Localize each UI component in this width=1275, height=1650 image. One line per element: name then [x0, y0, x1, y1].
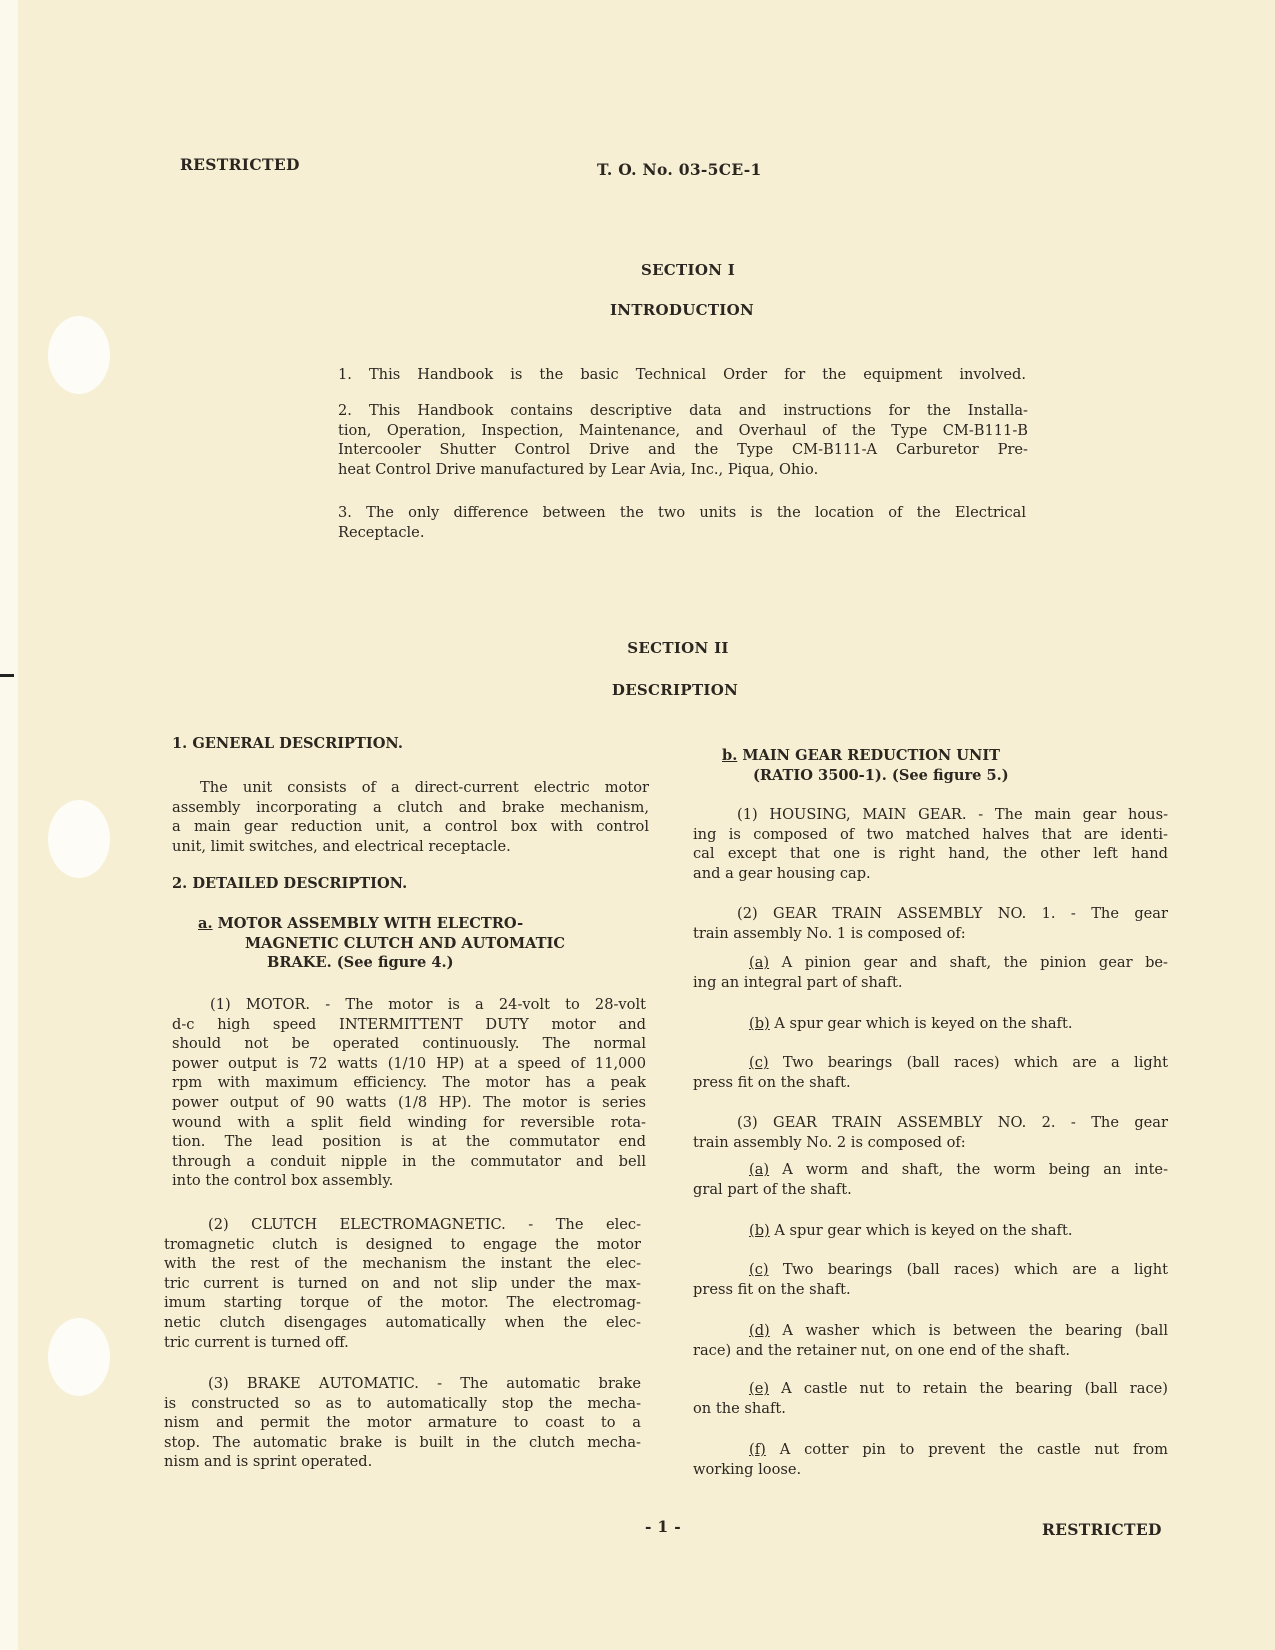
- brake-paragraph: [164, 1374, 641, 1472]
- text-line: [172, 734, 572, 754]
- motor-paragraph: [172, 995, 646, 1191]
- text-line: [693, 1014, 1168, 1034]
- margin-mark: [0, 674, 14, 677]
- line-text: cal except that one is right hand, the other left hand: [693, 845, 1168, 863]
- line-text: Two bearings (ball races) which are a light: [768, 1054, 1168, 1071]
- line-text: A cotter pin to prevent the castle nut from: [765, 1441, 1168, 1458]
- line-text: The unit consists of a direct-current electric motor: [200, 779, 649, 796]
- text-line: [693, 1221, 1168, 1241]
- line-text: 3. The only difference between the two units is the location of the Electrical: [338, 504, 1026, 521]
- page-edge: [0, 0, 18, 1650]
- text-line: [693, 1321, 1168, 1341]
- text-line: [172, 1073, 646, 1093]
- gear-train-2-item-c: [693, 1261, 1168, 1300]
- line-text: (2) CLUTCH ELECTROMAGNETIC. - The elec-: [208, 1216, 641, 1233]
- gear-train-2-paragraph: [693, 1114, 1168, 1153]
- gear-train-1-paragraph: [693, 904, 1168, 943]
- item-marker: (d): [749, 1322, 770, 1339]
- text-line: [172, 798, 649, 818]
- line-text: on the shaft.: [693, 1399, 786, 1417]
- section-2-title: SECTION II: [627, 639, 729, 657]
- text-line: [693, 1400, 1168, 1420]
- text-line: [693, 825, 1168, 845]
- line-text: A spur gear which is keyed on the shaft.: [769, 1222, 1073, 1239]
- text-line: [693, 953, 1168, 973]
- line-text: MOTOR ASSEMBLY WITH ELECTRO-: [212, 915, 524, 932]
- line-text: MAIN GEAR REDUCTION UNIT: [737, 747, 1001, 764]
- text-line: [693, 924, 1168, 944]
- gear-train-2-item-b: [693, 1221, 1168, 1241]
- line-text: tric current is turned off.: [164, 1333, 349, 1351]
- text-line: [172, 1171, 646, 1191]
- line-text: unit, limit switches, and electrical receptacle.: [172, 837, 511, 855]
- housing-paragraph: [693, 805, 1168, 883]
- gear-train-1-item-b: [693, 1014, 1168, 1034]
- punch-hole: [48, 800, 110, 878]
- line-text: tion. The lead position is at the commutator end: [172, 1133, 646, 1151]
- item-marker: (b): [749, 1222, 770, 1239]
- line-text: tion, Operation, Inspection, Maintenance, and Overhaul of the Type CM-B111-B: [338, 421, 1028, 439]
- text-line: [172, 817, 649, 837]
- line-text: A washer which is between the bearing (ball: [769, 1322, 1168, 1339]
- text-line: [693, 1114, 1168, 1134]
- line-text: 1. This Handbook is the basic Technical Order for the equipment involved.: [338, 366, 1026, 383]
- line-text: rpm with maximum efficiency. The motor has a peak: [172, 1074, 646, 1092]
- line-text: (1) MOTOR. - The motor is a 24-volt to 28-volt: [210, 996, 646, 1013]
- footer-classification: RESTRICTED: [1042, 1520, 1162, 1539]
- item-marker: (f): [749, 1441, 766, 1458]
- gear-train-2-item-a: [693, 1160, 1168, 1199]
- line-text: ing is composed of two matched halves that are identi-: [693, 825, 1168, 843]
- text-line: [164, 1313, 641, 1333]
- text-line: [693, 1281, 1168, 1301]
- line-text: a main gear reduction unit, a control box with control: [172, 818, 649, 836]
- line-text: power output is 72 watts (1/10 HP) at a speed of 11,000: [172, 1054, 646, 1072]
- line-text: (RATIO 3500-1). (See figure 5.): [753, 766, 1009, 784]
- header-classification: RESTRICTED: [180, 155, 300, 174]
- text-line: [693, 1441, 1168, 1461]
- text-line: [172, 1113, 646, 1133]
- line-text: train assembly No. 2 is composed of:: [693, 1133, 966, 1151]
- gear-train-1-item-c: [693, 1054, 1168, 1093]
- text-line: [172, 995, 646, 1015]
- text-line: [693, 1380, 1168, 1400]
- line-text: working loose.: [693, 1460, 802, 1478]
- text-line: [338, 460, 1028, 480]
- page-number: - 1 -: [645, 1517, 681, 1536]
- line-text: BRAKE. (See figure 4.): [267, 954, 454, 972]
- text-line: [693, 973, 1168, 993]
- text-line: [172, 778, 649, 798]
- text-line: [693, 1074, 1168, 1094]
- text-line: [722, 766, 1142, 786]
- text-line: [338, 524, 1026, 544]
- text-line: [693, 1261, 1168, 1281]
- text-line: [172, 1015, 646, 1035]
- gear-train-2-item-f: [693, 1441, 1168, 1480]
- text-line: [172, 1132, 646, 1152]
- text-line: [693, 1461, 1168, 1481]
- text-line: [164, 1394, 641, 1414]
- text-line: [198, 934, 618, 954]
- line-text: and a gear housing cap.: [693, 864, 871, 882]
- text-line: [164, 1293, 641, 1313]
- line-text: nism and is sprint operated.: [164, 1453, 373, 1471]
- item-marker: (b): [749, 1015, 770, 1032]
- line-text: assembly incorporating a clutch and brake mechanism,: [172, 798, 649, 816]
- line-text: A spur gear which is keyed on the shaft.: [769, 1015, 1073, 1032]
- section-2-subtitle: DESCRIPTION: [611, 681, 739, 699]
- text-line: [338, 440, 1028, 460]
- text-line: [338, 504, 1026, 524]
- line-text: (3) GEAR TRAIN ASSEMBLY NO. 2. - The gear: [737, 1114, 1168, 1131]
- line-text: (2) GEAR TRAIN ASSEMBLY NO. 1. - The gear: [737, 905, 1168, 922]
- line-text: A castle nut to retain the bearing (ball race): [769, 1380, 1168, 1397]
- text-line: [164, 1235, 641, 1255]
- line-text: (3) BRAKE AUTOMATIC. - The automatic brake: [208, 1375, 641, 1392]
- text-line: [693, 844, 1168, 864]
- line-text: MAGNETIC CLUTCH AND AUTOMATIC: [245, 934, 565, 952]
- item-marker: (a): [749, 954, 770, 971]
- line-text: press fit on the shaft.: [693, 1280, 851, 1298]
- general-description-text: [172, 778, 649, 856]
- line-text: tromagnetic clutch is designed to engage the motor: [164, 1235, 641, 1253]
- line-text: heat Control Drive manufactured by Lear Avia, Inc., Piqua, Ohio.: [338, 460, 819, 478]
- intro-paragraph-2: [338, 401, 1028, 479]
- header-document-number: T. O. No. 03-5CE-1: [597, 160, 762, 179]
- text-line: [164, 1374, 641, 1394]
- item-marker: (a): [749, 1161, 770, 1178]
- punch-hole: [48, 1318, 110, 1396]
- text-line: [164, 1413, 641, 1433]
- intro-paragraph-1: [338, 365, 1026, 385]
- text-line: [164, 1333, 641, 1353]
- text-line: [338, 365, 1026, 385]
- line-text: 2. DETAILED DESCRIPTION.: [172, 875, 408, 892]
- line-text: gral part of the shaft.: [693, 1180, 852, 1198]
- punch-hole: [48, 316, 110, 394]
- line-text: should not be operated continuously. The normal: [172, 1035, 646, 1053]
- line-text: A worm and shaft, the worm being an inte-: [769, 1161, 1168, 1178]
- text-line: [693, 864, 1168, 884]
- item-marker: (c): [749, 1261, 769, 1278]
- line-text: with the rest of the mechanism the instant the elec-: [164, 1255, 641, 1273]
- text-line: [164, 1452, 641, 1472]
- text-line: [693, 1160, 1168, 1180]
- line-text: Two bearings (ball races) which are a light: [768, 1261, 1168, 1278]
- text-line: [693, 1341, 1168, 1361]
- line-text: wound with a split field winding for reversible rota-: [172, 1113, 646, 1131]
- text-line: [172, 874, 572, 894]
- line-text: ing an integral part of shaft.: [693, 973, 903, 991]
- text-line: [172, 1054, 646, 1074]
- clutch-paragraph: [164, 1215, 641, 1352]
- line-text: through a conduit nipple in the commutator and bell: [172, 1152, 646, 1170]
- text-line: [172, 1152, 646, 1172]
- text-line: [693, 904, 1168, 924]
- text-line: [164, 1433, 641, 1453]
- text-line: [172, 1093, 646, 1113]
- text-line: [198, 953, 618, 973]
- text-line: [164, 1274, 641, 1294]
- line-text: Intercooler Shutter Control Drive and the Type CM-B111-A Carburetor Pre-: [338, 441, 1028, 459]
- text-line: [172, 1034, 646, 1054]
- gear-train-1-item-a: [693, 953, 1168, 992]
- line-text: train assembly No. 1 is composed of:: [693, 924, 966, 942]
- line-text: stop. The automatic brake is built in the clutch mecha-: [164, 1433, 641, 1451]
- text-line: [164, 1254, 641, 1274]
- gear-train-2-item-d: [693, 1321, 1168, 1360]
- item-marker: a.: [198, 915, 213, 932]
- text-line: [172, 837, 649, 857]
- text-line: [693, 1180, 1168, 1200]
- text-line: [198, 914, 618, 934]
- gear-train-2-item-e: [693, 1380, 1168, 1419]
- text-line: [338, 401, 1028, 421]
- line-text: tric current is turned on and not slip under the max-: [164, 1274, 641, 1292]
- general-description-heading: [172, 734, 572, 754]
- line-text: netic clutch disengages automatically when the elec-: [164, 1313, 641, 1331]
- item-marker: (c): [749, 1054, 769, 1071]
- line-text: (1) HOUSING, MAIN GEAR. - The main gear hous-: [737, 806, 1168, 823]
- line-text: race) and the retainer nut, on one end of the shaft.: [693, 1341, 1071, 1359]
- line-text: is constructed so as to automatically stop the mecha-: [164, 1394, 641, 1412]
- text-line: [693, 1054, 1168, 1074]
- line-text: power output of 90 watts (1/8 HP). The motor is series: [172, 1093, 646, 1111]
- section-1-title: SECTION I: [640, 261, 736, 279]
- line-text: nism and permit the motor armature to coast to a: [164, 1414, 641, 1432]
- line-text: 1. GENERAL DESCRIPTION.: [172, 735, 403, 752]
- line-text: into the control box assembly.: [172, 1172, 394, 1190]
- main-gear-heading: [722, 746, 1142, 785]
- text-line: [693, 1134, 1168, 1154]
- intro-paragraph-3: [338, 504, 1026, 543]
- line-text: Receptacle.: [338, 523, 425, 541]
- line-text: d-c high speed INTERMITTENT DUTY motor and: [172, 1015, 646, 1033]
- text-line: [338, 421, 1028, 441]
- line-text: press fit on the shaft.: [693, 1073, 851, 1091]
- text-line: [693, 805, 1168, 825]
- item-marker: (e): [749, 1380, 770, 1397]
- line-text: 2. This Handbook contains descriptive data and instructions for the Installa-: [338, 402, 1028, 419]
- detailed-description-heading: [172, 874, 572, 894]
- line-text: A pinion gear and shaft, the pinion gear be-: [769, 954, 1168, 971]
- motor-assembly-heading: [198, 914, 618, 973]
- item-marker: b.: [722, 747, 738, 764]
- text-line: [164, 1215, 641, 1235]
- section-1-subtitle: INTRODUCTION: [609, 301, 755, 319]
- text-line: [722, 746, 1142, 766]
- line-text: imum starting torque of the motor. The electromag-: [164, 1294, 641, 1312]
